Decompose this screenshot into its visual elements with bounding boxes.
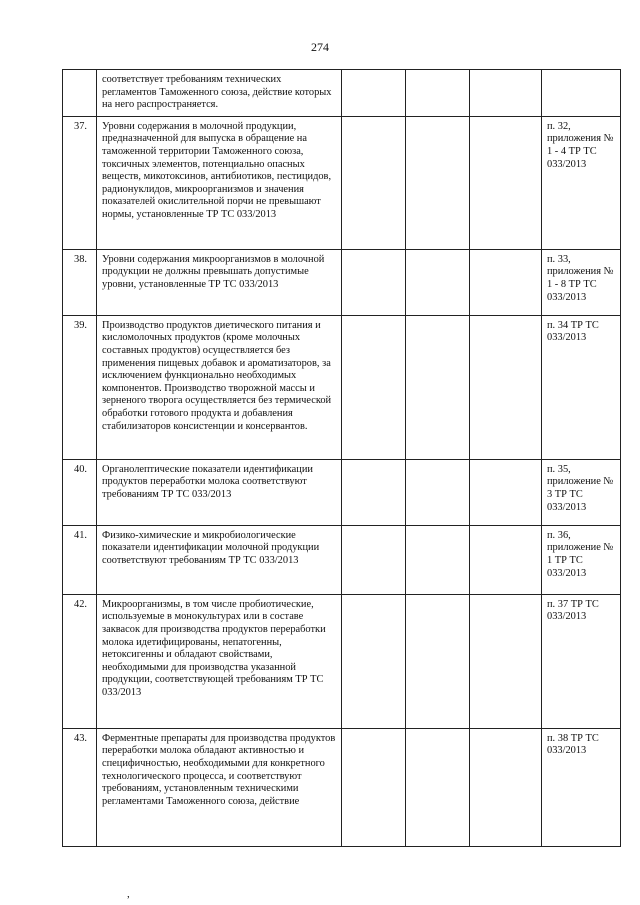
stray-mark: , bbox=[127, 888, 130, 900]
table-row bbox=[63, 525, 621, 594]
row-number: 40. bbox=[63, 459, 97, 525]
table-row bbox=[63, 70, 621, 117]
table-row bbox=[63, 315, 621, 459]
reference-text: п. 33, приложения № 1 - 8 ТР ТС 033/2013 bbox=[542, 249, 621, 315]
table-row bbox=[63, 249, 621, 315]
empty-cell bbox=[470, 70, 542, 117]
empty-cell bbox=[406, 70, 470, 117]
empty-cell bbox=[406, 459, 470, 525]
row-number: 38. bbox=[63, 249, 97, 315]
requirement-text: Органолептические показатели идентификации продуктов переработки молока соответствуют требованиям ТР ТС 033/2013 bbox=[97, 459, 342, 525]
empty-cell bbox=[470, 459, 542, 525]
empty-cell bbox=[342, 116, 406, 249]
empty-cell bbox=[342, 728, 406, 846]
empty-cell bbox=[406, 728, 470, 846]
empty-cell bbox=[406, 525, 470, 594]
requirement-text: Ферментные препараты для производства продуктов переработки молока обладают активностью и специфичностью, необходимыми для конкретного технологического процесса, и соответствуют требованиям, установленным техническими регламентами Таможенного союза, действие bbox=[97, 728, 342, 846]
reference-text: п. 34 ТР ТС 033/2013 bbox=[542, 315, 621, 459]
row-number: 41. bbox=[63, 525, 97, 594]
table-row bbox=[63, 728, 621, 846]
empty-cell bbox=[342, 459, 406, 525]
page-number: 274 bbox=[311, 40, 329, 54]
row-number bbox=[63, 70, 97, 117]
requirement-text: Производство продуктов диетического питания и кисломолочных продуктов (кроме молочных составных продуктов) осуществляется без применения пищевых добавок и ароматизаторов, за исключением функционально необходимых компонентов. Производство творожной массы и зерненого творога осуществляется без термической обработки готового продукта и добавления стабилизаторов консистенции и консервантов. bbox=[97, 315, 342, 459]
empty-cell bbox=[342, 315, 406, 459]
empty-cell bbox=[406, 594, 470, 728]
reference-text bbox=[542, 70, 621, 117]
empty-cell bbox=[342, 525, 406, 594]
requirement-text: Уровни содержания в молочной продукции, предназначенной для выпуска в обращение на таможенной территории Таможенного союза, токсичных элементов, потенциально опасных веществ, микотоксинов, антибиотиков, пестицидов, радионуклидов, микроорганизмов и значения показателей окислительной порчи не превышают нормы, установленные ТР ТС 033/2013 bbox=[97, 116, 342, 249]
reference-text: п. 38 ТР ТС 033/2013 bbox=[542, 728, 621, 846]
requirement-text: Уровни содержания микроорганизмов в молочной продукции не должны превышать допустимые уровни, установленные ТР ТС 033/2013 bbox=[97, 249, 342, 315]
row-number: 37. bbox=[63, 116, 97, 249]
reference-text: п. 36, приложение № 1 ТР ТС 033/2013 bbox=[542, 525, 621, 594]
requirement-text: Физико-химические и микробиологические показатели идентификации молочной продукции соответствуют требованиям ТР ТС 033/2013 bbox=[97, 525, 342, 594]
row-number: 43. bbox=[63, 728, 97, 846]
reference-text: п. 35, приложение № 3 ТР ТС 033/2013 bbox=[542, 459, 621, 525]
table-row bbox=[63, 594, 621, 728]
table-row bbox=[63, 459, 621, 525]
empty-cell bbox=[342, 594, 406, 728]
reference-text: п. 37 ТР ТС 033/2013 bbox=[542, 594, 621, 728]
empty-cell bbox=[470, 728, 542, 846]
row-number: 42. bbox=[63, 594, 97, 728]
empty-cell bbox=[406, 249, 470, 315]
requirements-table bbox=[62, 69, 621, 847]
requirement-text: соответствует требованиям технических регламентов Таможенного союза, действие которых на него распространяется. bbox=[97, 70, 342, 117]
empty-cell bbox=[470, 249, 542, 315]
reference-text: п. 32, приложения № 1 - 4 ТР ТС 033/2013 bbox=[542, 116, 621, 249]
empty-cell bbox=[406, 315, 470, 459]
empty-cell bbox=[470, 525, 542, 594]
empty-cell bbox=[342, 249, 406, 315]
requirement-text: Микроорганизмы, в том числе пробиотические, используемые в монокультурах или в составе заквасок для производства продуктов переработки молока идетифицированы, непатогенны, нетоксигенны и обладают свойствами, необходимыми для производства указанной продукции, соответствующей требованиям ТР ТС 033/2013 bbox=[97, 594, 342, 728]
row-number: 39. bbox=[63, 315, 97, 459]
empty-cell bbox=[406, 116, 470, 249]
table-row bbox=[63, 116, 621, 249]
empty-cell bbox=[470, 315, 542, 459]
empty-cell bbox=[470, 116, 542, 249]
empty-cell bbox=[342, 70, 406, 117]
empty-cell bbox=[470, 594, 542, 728]
